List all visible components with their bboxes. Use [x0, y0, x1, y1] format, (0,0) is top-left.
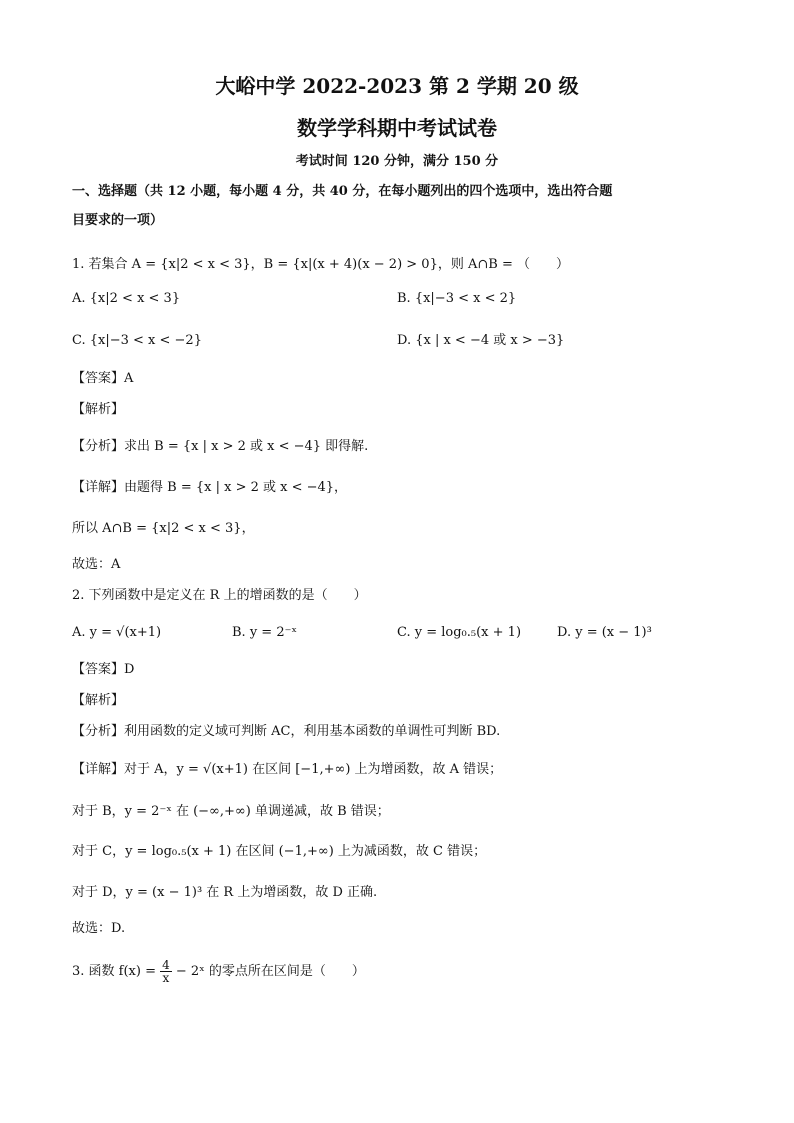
xiangjie-line-a: 对于 A，y = √(x+1) 在区间 [−1,+∞) 上为增函数，故 A 错误；	[124, 762, 503, 777]
fenxi-text: 求出 B = {x | x > 2 或 x < −4} 即得解.	[124, 439, 369, 454]
q1-so-line: 所以 A∩B = {x|2 < x < 3}，	[72, 521, 255, 536]
q2-option-a: A. y = √(x+1)	[72, 625, 162, 640]
q2-stem: 2. 下列函数中是定义在 R 上的增函数的是（ ）	[72, 588, 367, 603]
q3-fraction-numerator: 4	[162, 958, 170, 972]
exam-title-subject: 数学学科期中考试试卷	[297, 116, 497, 140]
section-heading-line2: 目要求的一项）	[72, 213, 164, 228]
q2-line-c: 对于 C，y = log₀.₅(x + 1) 在区间 (−1,+∞) 上为减函数，故 C 错误；	[72, 844, 487, 859]
q1-option-c: C. {x|−3 < x < −2}	[72, 333, 202, 348]
fenxi-label: 【分析】	[72, 439, 125, 454]
q2-choose: 故选：D.	[72, 921, 126, 936]
q2-xiangjie-row	[72, 761, 502, 779]
q1-stem: 1. 若集合 A = {x|2 < x < 3}，B = {x|(x + 4)(x − 2) > 0}，则 A∩B = （ ）	[72, 257, 569, 272]
exam-title-school: 大峪中学 2022-2023 第 2 学期 20 级	[215, 74, 579, 98]
q2-option-c: C. y = log₀.₅(x + 1)	[397, 625, 522, 640]
answer-value: A	[124, 371, 134, 386]
q2-answer-row	[72, 661, 134, 679]
q1-fenxi-row	[72, 438, 368, 456]
q2-analysis-label: 【解析】	[72, 693, 125, 708]
q1-choose: 故选：A	[72, 557, 121, 572]
q1-answer-row	[72, 370, 133, 388]
answer-value: D	[124, 662, 135, 677]
fenxi-label: 【分析】	[72, 724, 125, 739]
q1-analysis-label: 【解析】	[72, 402, 125, 417]
q3-fraction	[160, 959, 172, 984]
xiangjie-label: 【详解】	[72, 480, 125, 495]
q3-stem-suffix: − 2ˣ 的零点所在区间是（ ）	[175, 964, 365, 979]
q2-line-d: 对于 D，y = (x − 1)³ 在 R 上为增函数，故 D 正确.	[72, 885, 378, 900]
q3-stem-prefix: 3. 函数 f(x) =	[72, 964, 156, 979]
answer-label: 【答案】	[72, 371, 125, 386]
fenxi-text: 利用函数的定义域可判断 AC，利用基本函数的单调性可判断 BD.	[124, 724, 501, 739]
q2-fenxi-row	[72, 723, 500, 741]
q2-option-d: D. y = (x − 1)³	[557, 625, 652, 640]
q1-xiangjie-row	[72, 479, 347, 497]
xiangjie-text: 由题得 B = {x | x > 2 或 x < −4}，	[124, 480, 348, 495]
q1-option-b: B. {x|−3 < x < 2}	[397, 291, 517, 306]
q2-line-b: 对于 B，y = 2⁻ˣ 在 (−∞,+∞) 单调递减，故 B 错误；	[72, 804, 390, 819]
q3-fraction-denominator: x	[162, 971, 170, 985]
q1-option-d: D. {x | x < −4 或 x > −3}	[397, 333, 565, 348]
exam-info: 考试时间 120 分钟，满分 150 分	[295, 154, 499, 169]
q2-option-b: B. y = 2⁻ˣ	[232, 625, 297, 640]
answer-label: 【答案】	[72, 662, 125, 677]
q1-option-a: A. {x|2 < x < 3}	[72, 291, 181, 306]
xiangjie-label: 【详解】	[72, 762, 125, 777]
section-heading-line1: 一、选择题（共 12 小题，每小题 4 分，共 40 分，在每小题列出的四个选项中，选出符合题	[72, 184, 613, 199]
q3-stem	[72, 955, 365, 989]
